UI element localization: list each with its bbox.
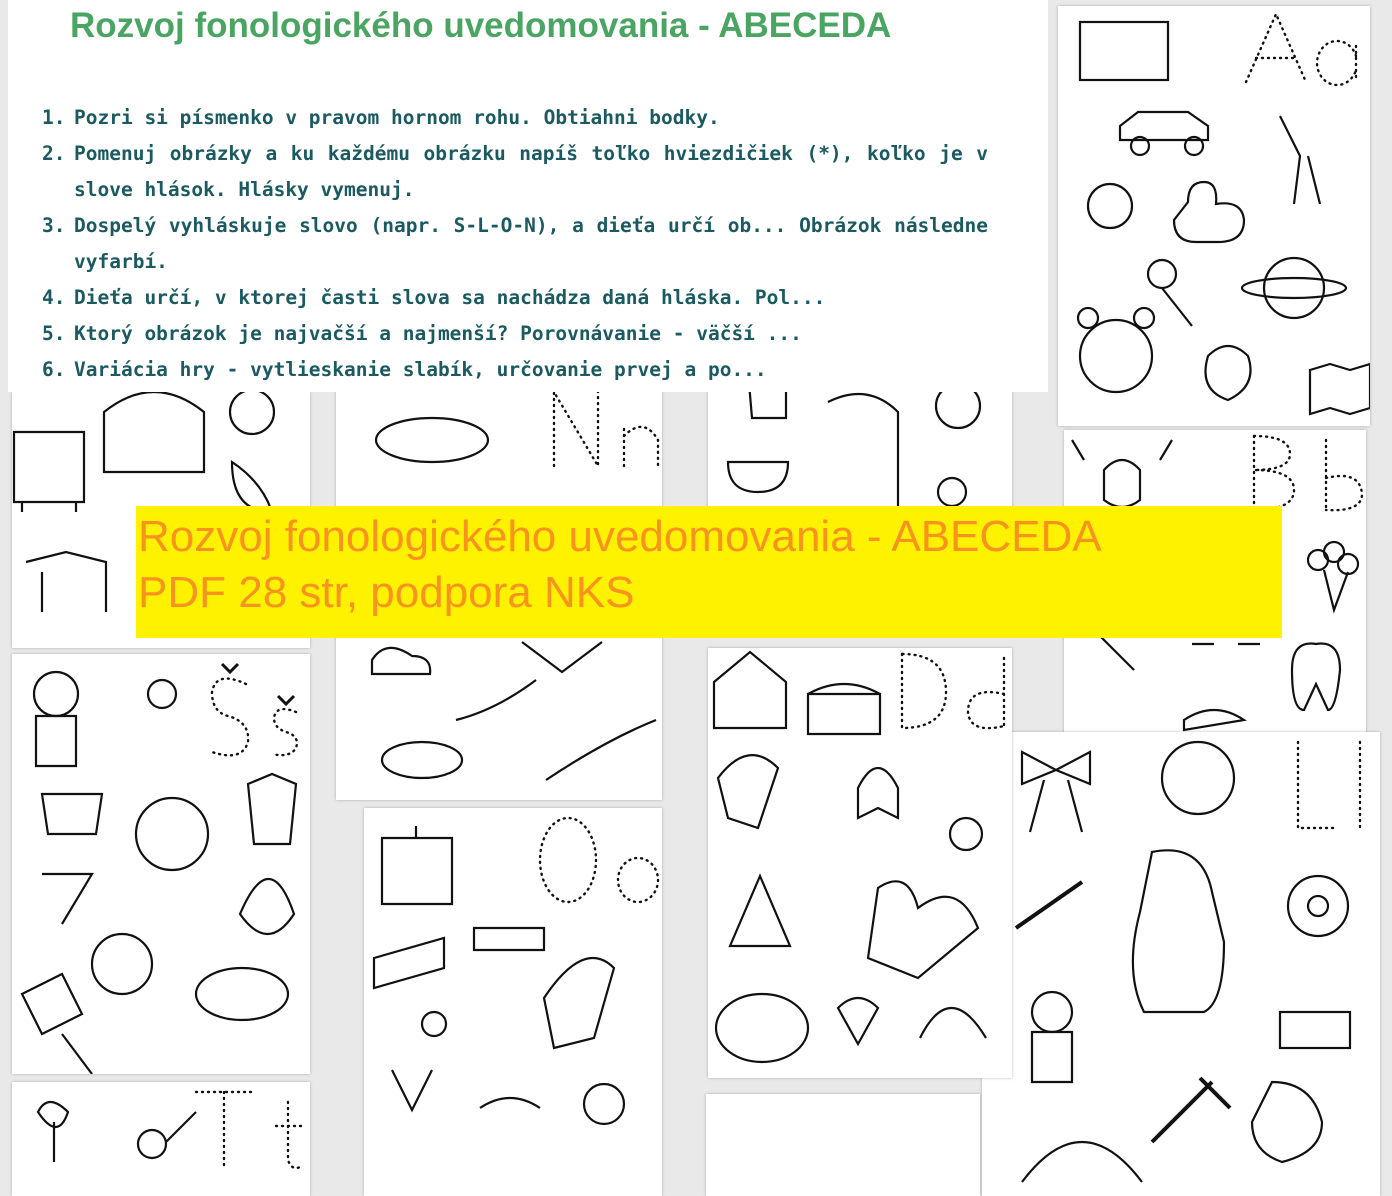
dotted-letter-s [212, 679, 297, 756]
instruction-list [42, 100, 988, 388]
label-t: Tt [12, 0, 14, 1]
cloud-moon-icon [372, 648, 430, 674]
log-icon [374, 938, 444, 988]
label-b: Bb [1, 0, 3, 1]
dinosaur-icon [718, 755, 778, 828]
dotted-letter-n [554, 392, 658, 466]
worksheet-letter-labels [0, 0, 14, 1]
banner-title: Rozvoj fonologického uvedomovania - ABECEDA [138, 512, 1102, 561]
pinecone-icon [240, 879, 294, 934]
nest-icon [376, 418, 488, 462]
hammer-icon [1152, 1078, 1230, 1142]
hen-icon [1206, 346, 1251, 400]
moose-icon [26, 552, 106, 612]
mouse-icon [196, 968, 288, 1020]
reindeer-icon [1104, 460, 1140, 507]
music-notes-icon [546, 720, 656, 780]
dotted-letter-l [1298, 742, 1360, 828]
dress-icon [248, 774, 296, 844]
antelope-icon [1280, 116, 1320, 204]
promo-banner [136, 506, 1282, 638]
swan-icon [1252, 1082, 1322, 1162]
branch-icon [456, 680, 536, 720]
instruction-step-5: 5. Ktorý obrázok je najvačší a najmenší? Porovnávanie - väčší ... [42, 322, 802, 345]
planet-icon [1242, 278, 1346, 298]
instruction-step-1: 1. Pozri si písmenko v pravom hornom rohu. Obtiahni bodky. [42, 106, 720, 129]
spinach-icon [38, 1102, 68, 1162]
label-o: Oo [9, 0, 11, 1]
dotted-letter-o [540, 818, 658, 902]
fish-icon [1184, 710, 1244, 730]
dotted-letter-t [196, 1092, 302, 1168]
instruction-step-6: 6. Variácia hry - vytlieskanie slabík, určovanie prvej a po... [42, 358, 767, 381]
bunting-icon [522, 642, 602, 672]
coconut-icon [230, 392, 274, 434]
worksheet-letter-o [364, 808, 662, 1196]
blueberries-icon [938, 478, 966, 506]
worksheet-letter-s [12, 654, 310, 1074]
ballerina-icon [138, 1130, 166, 1158]
scarf-icon [42, 874, 92, 924]
sun-icon-small [584, 1084, 624, 1124]
horse-icon [544, 958, 614, 1048]
rat-icon [382, 742, 462, 778]
worksheet-letter-l [982, 732, 1380, 1196]
instruction-step-3: 3. Dospelý vyhláskuje slovo (napr. S-L-O-N), a dieťa určí ob... Obrázok následne vyfarbí. [42, 214, 988, 273]
clown-icon [1032, 992, 1072, 1032]
caron-marks-s [222, 664, 294, 704]
coins-icon [148, 680, 176, 708]
map-icon [1310, 364, 1370, 414]
ball-icon [1162, 742, 1234, 814]
jellyfish-icon [950, 818, 982, 850]
panda-icon [1080, 320, 1152, 392]
tooth-icon [1292, 644, 1340, 710]
monster-icon [136, 798, 208, 870]
rainbow-icon [920, 1008, 986, 1038]
kite-icon [22, 974, 92, 1074]
worksheet-letter-a [1058, 6, 1370, 426]
label-l: Ll [6, 0, 8, 1]
instruction-step-4: 4. Dieťa určí, v ktorej časti slova sa nachádza daná hláska. Pol... [42, 286, 826, 309]
label-c: Cc [3, 0, 5, 1]
label-d: Dd [4, 0, 7, 1]
moon-icon [232, 462, 272, 512]
collar-icon [474, 928, 544, 950]
strawberry-icon [838, 998, 878, 1044]
waterlily-icon [480, 1098, 540, 1108]
wasp-icon [392, 1070, 432, 1110]
dotted-letter-d [902, 654, 1004, 728]
label-a: Aa [0, 0, 2, 1]
duck-icon [1174, 182, 1244, 242]
worksheet-letter-t [12, 1082, 310, 1196]
worksheet-blank [706, 1094, 980, 1196]
olives-icon [422, 1012, 446, 1036]
bow-icon [1022, 752, 1090, 832]
cabbage-icon [92, 934, 152, 994]
car-icon [1120, 112, 1208, 140]
label-s: Ss [11, 0, 13, 1]
armchair-icon [14, 432, 84, 512]
page-title: Rozvoj fonologického uvedomovania - ABECEDA [70, 6, 892, 45]
worksheet-letter-d [708, 648, 1012, 1078]
basket-icon [42, 794, 102, 834]
sun-icon [1022, 1142, 1142, 1182]
hospital-icon [382, 826, 452, 904]
house-icon [714, 652, 786, 728]
cat-icon [828, 394, 898, 512]
bear-icon [716, 994, 808, 1062]
dragon-icon [868, 881, 978, 978]
dotted-letter-b [1254, 436, 1362, 510]
owl-icon [104, 392, 204, 472]
rose-icon [1148, 260, 1176, 288]
ghost-icon [858, 768, 898, 818]
spoon-icon [1016, 882, 1082, 928]
label-n: Nn [7, 0, 10, 1]
treasure-chest-icon [808, 684, 880, 734]
blocks-icon [1280, 1012, 1350, 1048]
banner-subtitle: PDF 28 str, podpora NKS [138, 568, 635, 617]
ship-wheel-icon [1288, 876, 1348, 936]
dotted-letter-a [1246, 14, 1356, 85]
aquarium-icon [1080, 22, 1168, 80]
castle-icon [730, 876, 790, 946]
instructions-panel [8, 0, 1048, 392]
llama-icon [1133, 850, 1224, 1012]
instruction-step-2: 2. Pomenuj obrázky a ku každému obrázku napíš toľko hviezdičiek (*), koľko je v slove hlások. Hlásky vymenuj. [42, 142, 988, 201]
teacup-icon [728, 462, 788, 492]
raspberry-icon [1088, 184, 1132, 228]
clown-icon-s [34, 672, 78, 716]
